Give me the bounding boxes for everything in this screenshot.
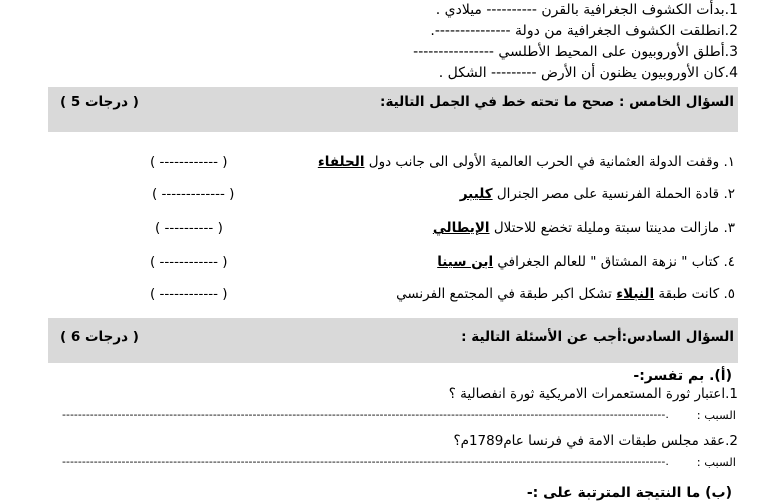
underlined-word: الإيطالي bbox=[432, 220, 490, 236]
q5-header-bar bbox=[48, 87, 738, 132]
q4-item-2: 2.انطلقت الكشوف الجغرافية من دولة ---------------. bbox=[430, 23, 738, 39]
q6-part-b-heading: (ب) ما النتيجة المترتبة على :- bbox=[526, 485, 732, 501]
q6-header-bar bbox=[48, 318, 738, 363]
q4-item-3: 3.أطلق الأوروبيون على المحيط الأطلسي ---------------- bbox=[413, 44, 738, 60]
q5-item-3: ٣. مازالت مدينتا سبتة ومليلة تخضع للاحتلال الإيطالي bbox=[432, 220, 735, 236]
underlined-word: الحلفاء bbox=[317, 154, 365, 170]
q5-answer-1[interactable]: ( ------------ ) bbox=[150, 154, 228, 170]
q6-reason-label-1: السبب : bbox=[696, 408, 736, 422]
q6-reason-line-1[interactable]: --------------------------------------------------------------------------------------------------------------------------------------------------------. bbox=[62, 408, 669, 421]
q6-title: السؤال السادس:أجب عن الأسئلة التالية : bbox=[461, 329, 734, 345]
underlined-word: ابن سينا bbox=[437, 254, 494, 270]
q6-reason-line-2[interactable]: --------------------------------------------------------------------------------------------------------------------------------------------------------. bbox=[62, 455, 669, 468]
q6-part-a-heading: (أ). بم تفسر:- bbox=[633, 368, 732, 384]
q5-item-5: ٥. كانت طبقة النبلاء تشكل اكبر طبقة في المجتمع الفرنسي bbox=[396, 286, 735, 302]
q6-score: ( 6 درجات ) bbox=[60, 329, 139, 345]
q6-reason-label-2: السبب : bbox=[696, 455, 736, 469]
underlined-word: النبلاء bbox=[616, 286, 655, 302]
q5-answer-4[interactable]: ( ------------ ) bbox=[150, 254, 228, 270]
q6-item-1: 1.اعتبار ثورة المستعمرات الامريكية ثورة انفصالية ؟ bbox=[448, 386, 738, 402]
q4-item-4: 4.كان الأوروبيون يظنون أن الأرض --------- الشكل . bbox=[438, 65, 738, 81]
q5-score: ( 5 درجات ) bbox=[60, 94, 139, 110]
q5-item-2: ٢. قادة الحملة الفرنسية على مصر الجنرال كليبر bbox=[459, 186, 735, 202]
q5-item-1: ١. وقفت الدولة العثمانية في الحرب العالمية الأولى الى جانب دول الحلفاء bbox=[317, 154, 735, 170]
q5-item-4: ٤. كتاب " نزهة المشتاق " للعالم الجغرافي ابن سينا bbox=[437, 254, 735, 270]
q5-answer-2[interactable]: ( ------------- ) bbox=[152, 186, 235, 202]
q5-answer-5[interactable]: ( ------------ ) bbox=[150, 286, 228, 302]
q4-item-1: 1.بدأت الكشوف الجغرافية بالقرن ---------- ميلادي . bbox=[435, 2, 738, 18]
underlined-word: كليبر bbox=[459, 186, 493, 202]
q5-title: السؤال الخامس : صحح ما تحته خط في الجمل التالية: bbox=[380, 94, 734, 110]
q5-answer-3[interactable]: ( ---------- ) bbox=[155, 220, 223, 236]
q6-item-2: 2.عقد مجلس طبقات الامة في فرنسا عام1789م؟ bbox=[453, 433, 738, 449]
